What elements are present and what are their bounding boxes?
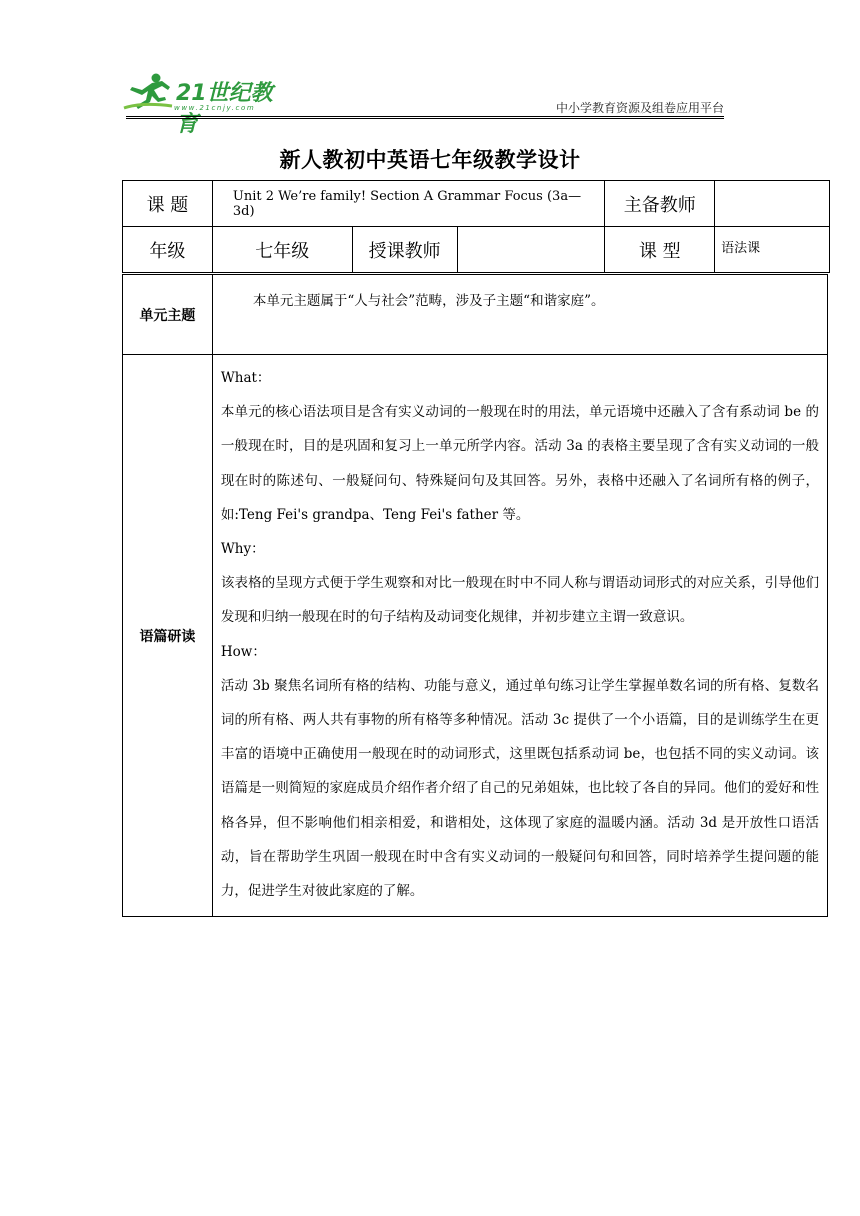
unit-theme-label: 单元主题: [123, 275, 213, 355]
teacher-label: 授课教师: [352, 227, 457, 273]
lesson-info-table: [122, 180, 830, 273]
text-study-label: 语篇研读: [123, 355, 213, 917]
why-heading: Why：: [220, 541, 265, 558]
what-paragraph: 本单元的核心语法项目是含有实义动词的一般现在时的用法，单元语境中还融入了含有系动词 be 的一般现在时，目的是巩固和复习上一单元所学内容。活动 3a 的表格主要呈现了含有实义动词的一般现在时的陈述句、一般疑问句、特殊疑问句及其回答。另外，表格中还融入了名词所有格的例子，如:Teng Fei's grandpa、Teng Fei's father 等。: [220, 404, 819, 523]
what-heading: What：: [220, 370, 271, 386]
text-study-content: [212, 355, 827, 917]
how-paragraph: 活动 3b 聚焦名词所有格的结构、功能与意义，通过单句练习让学生掌握单数名词的所有格、复数名词的所有格、两人共有事物的所有格等多种情况。活动 3c 提供了一个小语篇，目的是训练学生在更丰富的语境中正确使用一般现在时的动词形式，这里既包括系动词 be，也包括不同的实义动词。该语篇是一则简短的家庭成员介绍作者介绍了自己的兄弟姐妹，也比较了各自的异同。他们的爱好和性格各异，但不影响他们相亲相爱，和谐相处，这体现了家庭的温暖内涵。活动 3d 是开放性口语活动，旨在帮助学生巩固一般现在时中含有实义动词的一般疑问句和回答，同时培养学生提问题的能力，促进学生对彼此家庭的了解。: [220, 677, 819, 900]
type-label: 课 型: [605, 227, 715, 273]
lesson-value: Unit 2 We’re family! Section A Grammar Focus (3a—3d): [212, 181, 604, 227]
header-divider-secondary: [126, 118, 724, 119]
type-value: 语法课: [715, 227, 830, 273]
unit-theme-text: 本单元主题属于“人与社会”范畴，涉及子主题“和谐家庭”。: [212, 275, 827, 355]
logo-text: 21世纪教育: [176, 81, 273, 137]
running-figure-icon: [122, 72, 174, 112]
platform-name: 中小学教育资源及组卷应用平台: [555, 101, 724, 115]
how-heading: How：: [220, 643, 266, 660]
lead-teacher-label: 主备教师: [605, 181, 715, 227]
teacher-value: [457, 227, 605, 273]
grade-value: 七年级: [212, 227, 352, 273]
lead-teacher-value: [715, 181, 830, 227]
design-table: [122, 274, 828, 917]
why-paragraph: 该表格的呈现方式便于学生观察和对比一般现在时中不同人称与谓语动词形式的对应关系，引导他们发现和归纳一般现在时的句子结构及动词变化规律，并初步建立主谓一致意识。: [220, 575, 819, 626]
document-title: 新人教初中英语七年级教学设计: [279, 148, 581, 172]
site-logo: [122, 68, 292, 137]
header-divider: [126, 116, 724, 117]
grade-label: 年级: [123, 227, 213, 273]
lesson-label: 课 题: [123, 181, 213, 227]
logo-url: www.21cnjy.com: [174, 104, 256, 112]
